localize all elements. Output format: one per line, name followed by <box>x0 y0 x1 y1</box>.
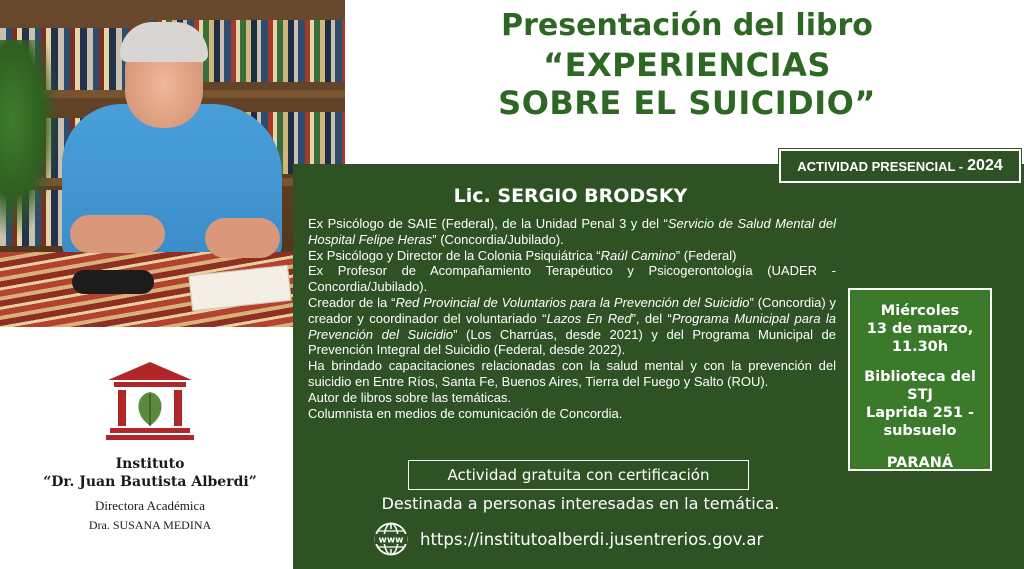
bio-paragraph <box>308 295 836 358</box>
target-audience: Destinada a personas interesadas en la temática. <box>381 494 780 513</box>
director-name: Dra. SUSANA MEDINA <box>88 518 212 532</box>
globe-www-text: www <box>378 535 404 546</box>
bio-text: ”, del “ <box>631 310 672 326</box>
speaker-arm <box>70 215 165 253</box>
bio-italic-text: Lazos En Red <box>546 310 632 326</box>
bio-italic-text: Raúl Camino <box>600 247 676 263</box>
title-line-2: “EXPERIENCIAS <box>543 46 831 84</box>
plant <box>0 40 60 240</box>
event-time: 11.30h <box>891 339 949 355</box>
bio-italic-text: Programa Municipal para la Prevención del Suicidio <box>308 310 836 342</box>
event-city: PARANÁ <box>886 455 954 471</box>
free-activity-banner: Actividad gratuita con certificación <box>408 460 749 490</box>
event-venue: Biblioteca del STJ <box>864 369 976 403</box>
event-date: 13 de marzo, <box>866 321 974 337</box>
institute-temple-logo <box>104 360 196 442</box>
badge-year: 2024 <box>967 157 1003 174</box>
speaker-hair <box>120 22 208 62</box>
bio-paragraph: Ha brindado capacitaciones relacionadas con la salud mental y con la prevención del suicidio en Entre Ríos, Santa Fe, Buenos Aires, Tierra del Fuego y Salto (ROU). <box>308 358 836 389</box>
bio-paragraph <box>308 216 836 248</box>
event-address-floor: subsuelo <box>883 423 957 439</box>
bio-text: Creador de la “ <box>308 294 396 310</box>
website-link[interactable]: https://institutoalberdi.jusentrerios.gov.ar <box>420 529 764 549</box>
bio-text: Ex Psicólogo y Director de la Colonia Psiquiátrica “ <box>308 247 601 263</box>
bio-italic-text: Servicio de Salud Mental del Hospital Felipe Heras <box>308 216 836 247</box>
glasses-case <box>72 270 154 294</box>
event-day: Miércoles <box>880 303 960 319</box>
event-details-box <box>848 288 992 471</box>
institute-name-line-2: “Dr. Juan Bautista Alberdi” <box>43 474 257 490</box>
event-title <box>350 6 1024 122</box>
bio-text: ” (Los Charrúas, desde 2021) y del Programa Municipal de Prevención Integral del Suicidio (Federal, desde 2022). <box>308 326 837 358</box>
bio-paragraph <box>308 248 836 264</box>
bio-text: Ex Psicólogo de SAIE (Federal), de la Unidad Penal 3 y del “ <box>308 216 668 231</box>
bio-text: ” (Concordia) y creador y coordinador del voluntariado “ <box>308 294 836 326</box>
globe-www-icon <box>374 522 408 556</box>
institute-info <box>0 455 300 533</box>
bio-paragraph: Ex Profesor de Acompañamiento Terapéutico y Psicogerontología (UADER - Concordia/Jubilado). <box>308 263 836 295</box>
bio-italic-text: Red Provincial de Voluntarios para la Prevención del Suicidio <box>395 294 750 310</box>
event-address: Laprida 251 - <box>865 405 975 421</box>
activity-badge <box>779 149 1021 183</box>
bio-text: ” (Federal) <box>675 247 737 263</box>
speaker-name: Lic. SERGIO BRODSKY <box>453 185 688 207</box>
website-row[interactable] <box>374 522 763 556</box>
title-line-1: Presentación del libro <box>501 8 873 43</box>
bio-paragraph: Columnista en medios de comunicación de Concordia. <box>308 405 623 421</box>
speaker-bio <box>308 216 836 421</box>
director-role: Directora Académica <box>94 498 206 513</box>
bio-text: ” (Concordia/Jubilado). <box>432 231 564 247</box>
speaker-arm <box>205 218 280 258</box>
title-line-3: SOBRE EL SUICIDIO” <box>498 84 876 122</box>
institute-name-line-1: Instituto <box>115 456 185 472</box>
bio-paragraph: Autor de libros sobre las temáticas. <box>308 389 512 405</box>
badge-label: ACTIVIDAD PRESENCIAL - <box>797 158 964 174</box>
